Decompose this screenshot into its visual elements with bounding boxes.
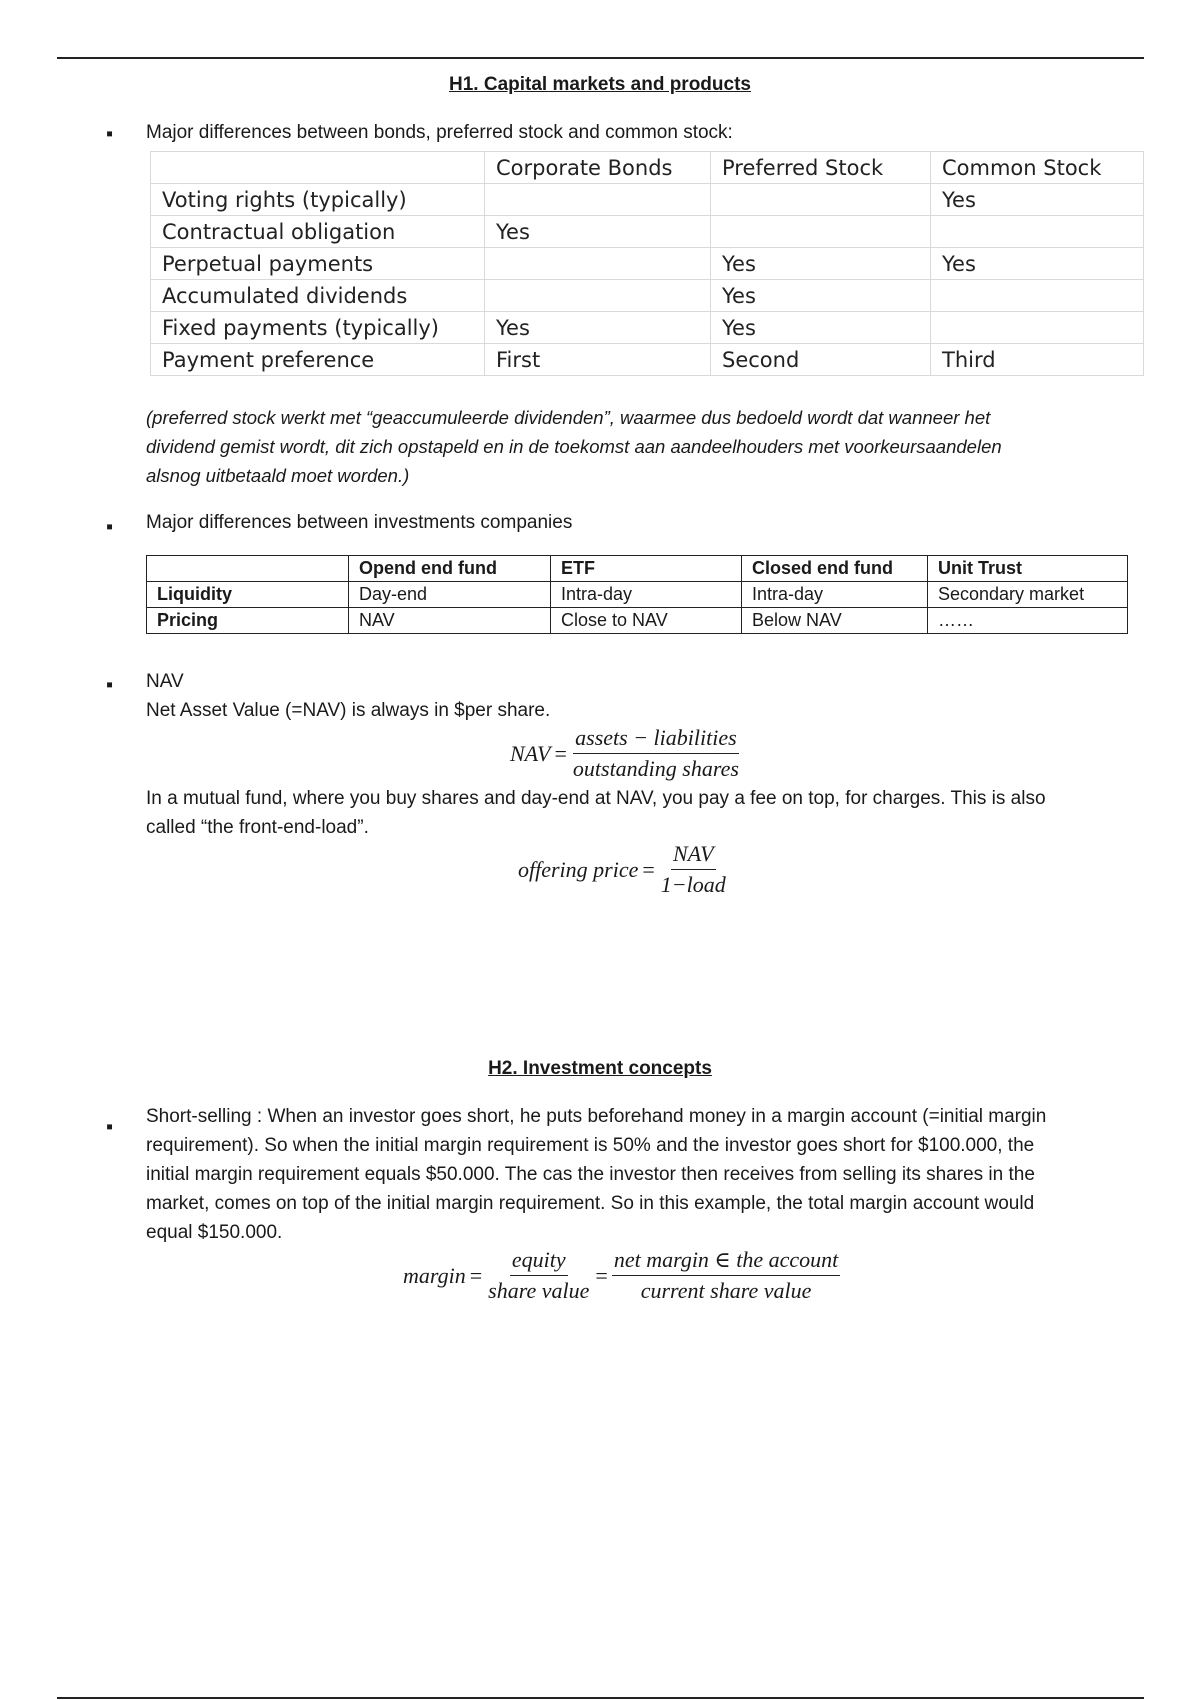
nav-formula [510,726,743,781]
table-header-row [147,556,1128,582]
table-header-cell: Common Stock [931,152,1144,184]
table-row [151,216,1144,248]
table-cell: Yes [711,248,931,280]
table-header-cell: Corporate Bonds [485,152,711,184]
offering-price-formula [518,842,730,897]
preferred-stock-note [146,403,1106,490]
table-row [151,248,1144,280]
formula-fraction [612,1248,840,1303]
table-cell: Close to NAV [551,608,742,634]
table-row-label: Liquidity [147,582,349,608]
bonds-stock-comparison-table [150,151,1144,376]
paragraph-line: Short-selling : When an investor goes short, he puts beforehand money in a margin account (=initial margin [146,1106,1047,1127]
bullet-text-nav: NAV [146,671,184,692]
paragraph-line: market, comes on top of the initial margin requirement. So in this example, the total margin account would [146,1193,1035,1214]
formula-numerator: assets − liabilities [573,726,739,754]
table-row [147,608,1128,634]
formula-denominator: 1−load [660,872,726,897]
table-row-label: Fixed payments (typically) [151,312,485,344]
section-heading-h2: H2. Investment concepts [488,1058,712,1079]
table-cell: Third [931,344,1144,376]
table-row-label: Pricing [147,608,349,634]
formula-fraction [571,726,741,781]
note-line: alsnog uitbetaald moet worden.) [146,465,410,486]
top-rule [57,57,1144,59]
paragraph-line: initial margin requirement equals $50.000. The cas the investor then receives from selling its shares in the [146,1164,1035,1185]
table-row [147,582,1128,608]
table-cell: Yes [931,184,1144,216]
formula-lhs: NAV [510,740,551,766]
bullet-marker: ▪ [106,516,114,538]
formula-denominator: outstanding shares [572,756,739,781]
formula-numerator: NAV [671,842,715,870]
formula-equals: = [554,740,567,766]
bullet-marker: ▪ [106,674,114,696]
table-cell: Yes [931,248,1144,280]
mutual-fund-text-line: called “the front-end-load”. [146,817,369,838]
table-cell [931,216,1144,248]
table-header-cell: Preferred Stock [711,152,931,184]
table-cell: Intra-day [742,582,928,608]
table-cell: Yes [485,312,711,344]
table-cell [151,152,485,184]
formula-numerator: net margin ∈ the account [612,1248,840,1276]
formula-equals: = [595,1262,608,1288]
table-cell: Secondary market [928,582,1128,608]
table-row-label: Perpetual payments [151,248,485,280]
table-cell: First [485,344,711,376]
formula-lhs: offering price [518,856,639,882]
table-row-label: Payment preference [151,344,485,376]
paragraph-line: equal $150.000. [146,1222,283,1243]
short-selling-paragraph [146,1102,1126,1247]
table-cell [485,248,711,280]
table-row [151,312,1144,344]
table-row-label: Voting rights (typically) [151,184,485,216]
paragraph-line: requirement). So when the initial margin requirement is 50% and the investor goes short for $100.000, the [146,1135,1035,1156]
note-line: dividend gemist wordt, dit zich opstapeld en in de toekomst aan aandeelhouders met voorkeursaandelen [146,436,1002,457]
table-cell: Day-end [349,582,551,608]
table-cell: Yes [711,312,931,344]
table-cell [711,184,931,216]
table-row [151,280,1144,312]
section-heading-h1: H1. Capital markets and products [449,74,751,95]
bullet-text-investment-companies: Major differences between investments companies [146,512,573,533]
table-cell [485,280,711,312]
investment-companies-table [146,555,1128,634]
table-cell: Yes [711,280,931,312]
formula-denominator: current share value [640,1278,812,1303]
table-cell: Intra-day [551,582,742,608]
nav-definition-text: Net Asset Value (=NAV) is always in $per share. [146,700,551,721]
formula-fraction [659,842,728,897]
table-cell [931,280,1144,312]
mutual-fund-text-line: In a mutual fund, where you buy shares and day-end at NAV, you pay a fee on top, for charges. This is also [146,788,1046,809]
formula-lhs: margin [403,1262,466,1288]
margin-formula [403,1248,842,1303]
bullet-text-differences-stocks: Major differences between bonds, preferred stock and common stock: [146,122,733,143]
formula-denominator: share value [488,1278,590,1303]
table-header-cell: Closed end fund [742,556,928,582]
table-cell [147,556,349,582]
bullet-marker: ▪ [106,1116,114,1138]
formula-equals: = [642,856,655,882]
table-cell [485,184,711,216]
table-header-cell: Unit Trust [928,556,1128,582]
table-header-row [151,152,1144,184]
bottom-rule [57,1697,1144,1699]
table-header-cell: Opend end fund [349,556,551,582]
table-cell: Second [711,344,931,376]
table-row-label: Contractual obligation [151,216,485,248]
table-cell [931,312,1144,344]
formula-numerator: equity [510,1248,568,1276]
table-cell: Below NAV [742,608,928,634]
table-cell: NAV [349,608,551,634]
table-cell: Yes [485,216,711,248]
table-cell [711,216,931,248]
formula-equals: = [469,1262,483,1288]
table-row [151,184,1144,216]
bullet-marker: ▪ [106,123,114,145]
formula-fraction [486,1248,591,1303]
table-header-cell: ETF [551,556,742,582]
table-row [151,344,1144,376]
table-row-label: Accumulated dividends [151,280,485,312]
note-line: (preferred stock werkt met “geaccumuleerde dividenden”, waarmee dus bedoeld wordt dat wanneer het [146,407,991,428]
table-cell: …… [928,608,1128,634]
